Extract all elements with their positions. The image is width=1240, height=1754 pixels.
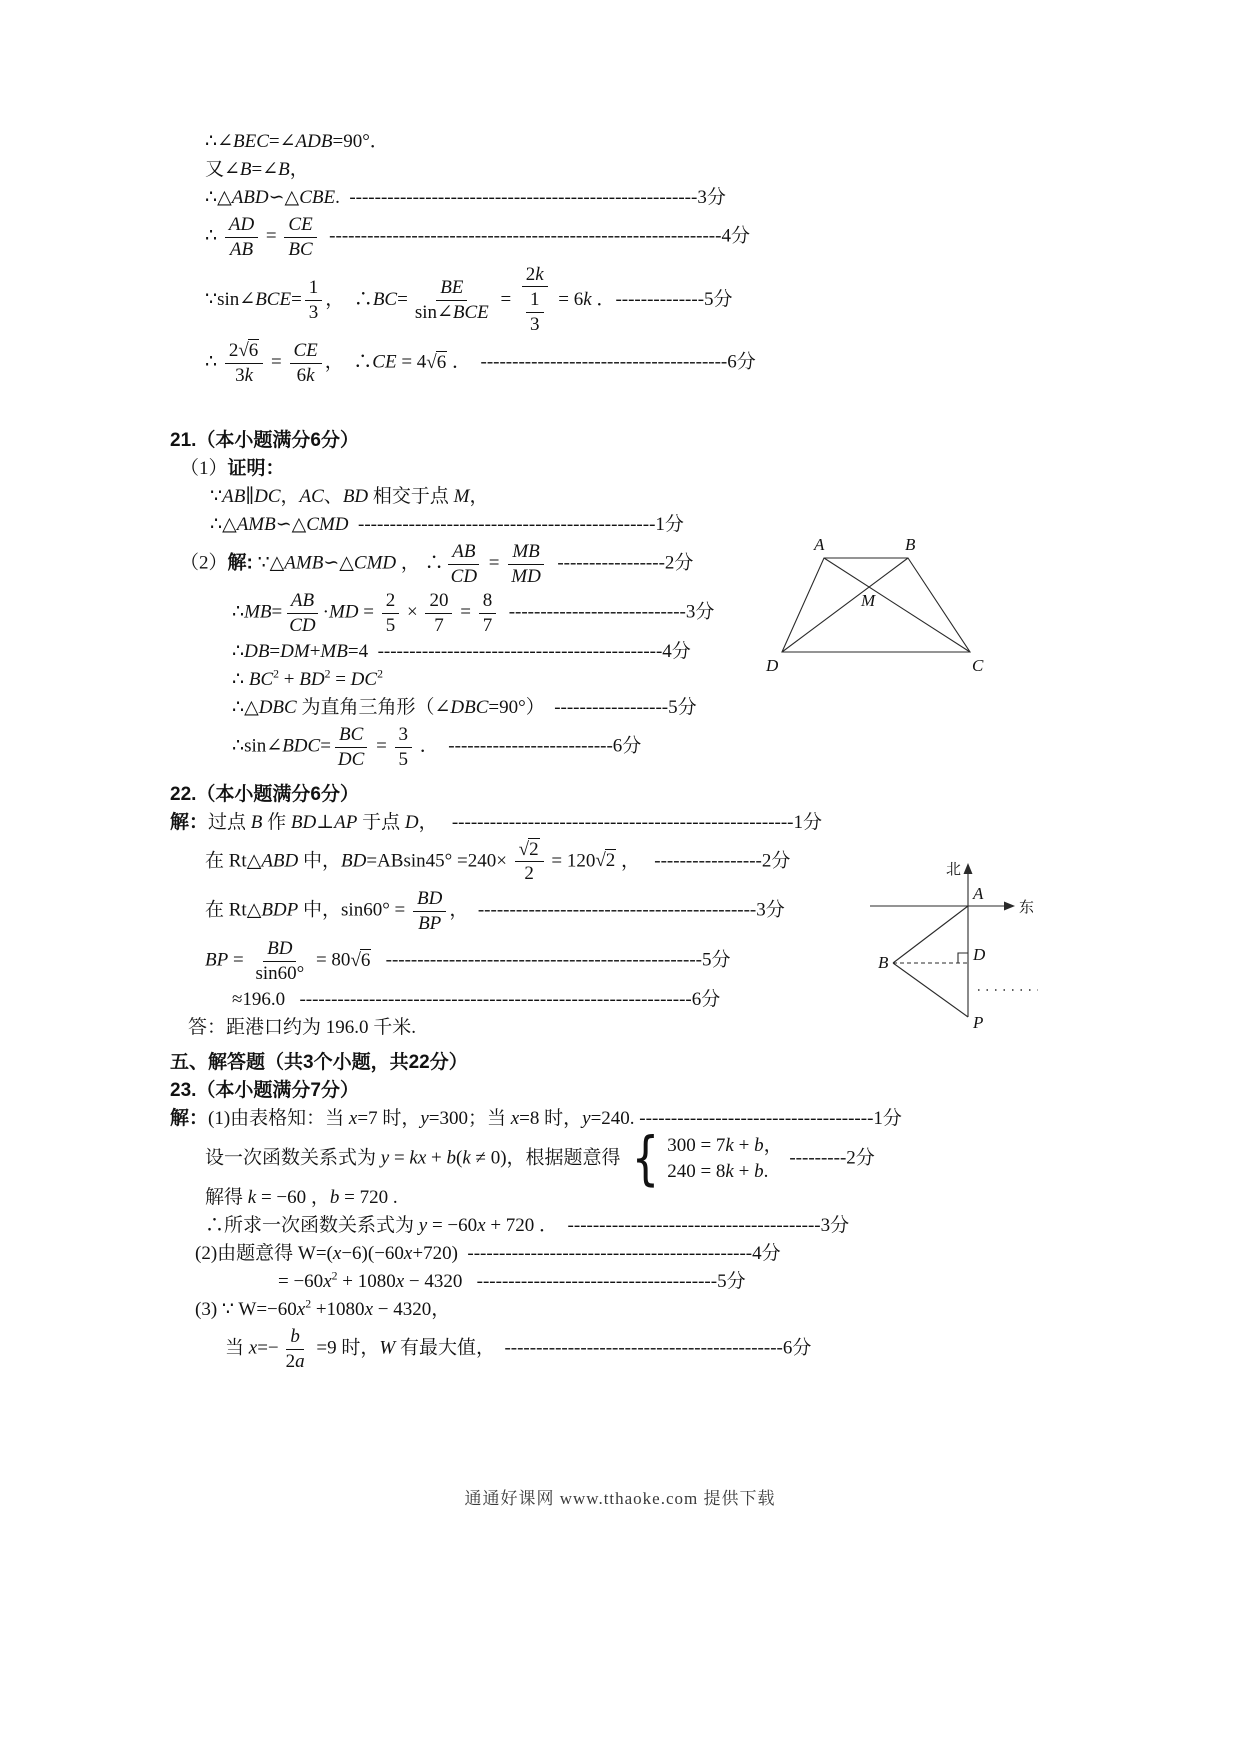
fraction bbox=[413, 888, 446, 935]
document-content bbox=[0, 128, 1240, 1375]
text-line: 解：过点 B 作 BD⊥AP 于点 D， ------------------------------------------------------1分 bbox=[170, 811, 823, 833]
math-variable: DC bbox=[350, 669, 378, 691]
math-variable: b bbox=[329, 1187, 340, 1208]
north-arrowhead bbox=[964, 863, 973, 874]
text-line: ∴ $\frac{AD}{AB}$ = $\frac{CE}{BC}$ --------------------------------------------------------------4分 bbox=[205, 213, 750, 260]
numerator bbox=[290, 340, 322, 364]
fraction bbox=[425, 590, 452, 637]
trapezoid-diagram bbox=[762, 522, 992, 678]
problem-21 bbox=[0, 428, 1240, 772]
superscript: 2 bbox=[305, 1297, 312, 1311]
fraction bbox=[411, 277, 493, 324]
radical-sign: √ bbox=[518, 838, 530, 860]
math-variable: ABD bbox=[231, 186, 269, 208]
text-line: 解：(1)由表格知：当 x=7 时，y=300；当 x=8 时，y=240. -------------------------------------1分 bbox=[170, 1107, 902, 1129]
math-variable: b bbox=[446, 1147, 457, 1169]
radicand: 6 bbox=[436, 351, 447, 373]
text-line: 又∠B=∠B， bbox=[205, 158, 309, 180]
navigation-diagram bbox=[856, 850, 1046, 1040]
math-variable: DBC bbox=[450, 697, 489, 718]
equation-row: 300 = 7k + b， bbox=[667, 1134, 783, 1156]
math-variable: x bbox=[296, 1298, 306, 1320]
math-variable: k bbox=[244, 364, 254, 386]
math-variable: M bbox=[453, 485, 470, 507]
math-variable: b bbox=[290, 1325, 300, 1347]
label-b: B bbox=[905, 535, 916, 554]
label-a: A bbox=[973, 884, 984, 903]
math-variable: MD bbox=[328, 602, 359, 624]
math-variable: k bbox=[725, 1134, 734, 1156]
math-variable: y bbox=[380, 1147, 390, 1169]
fraction bbox=[285, 590, 319, 637]
denominator bbox=[519, 287, 551, 337]
math-variable: ADB bbox=[295, 131, 333, 152]
radicand: 6 bbox=[360, 949, 371, 971]
footer-credit: 通通好课网 www.tthaoke.com 提供下载 bbox=[464, 1489, 776, 1508]
numerator: 1 bbox=[526, 289, 544, 313]
fraction bbox=[225, 340, 263, 387]
fraction bbox=[526, 289, 544, 336]
denominator: 3k bbox=[235, 364, 254, 386]
math-variable: BDP bbox=[261, 899, 299, 921]
text-line: ∴所求一次函数关系式为 y = −60x + 720 ． ----------------------------------------3分 bbox=[205, 1214, 850, 1236]
math-variable: kx bbox=[409, 1147, 427, 1169]
math-variable: BP bbox=[205, 949, 229, 971]
numerator bbox=[448, 541, 479, 565]
math-variable: y bbox=[420, 1107, 429, 1129]
math-variable: B bbox=[239, 158, 252, 180]
math-variable: AMB bbox=[236, 513, 276, 535]
text-line: ∴ $BC^2 + BD^2 = DC^2$ bbox=[232, 667, 383, 691]
math-variable: b bbox=[754, 1134, 764, 1156]
math-variable: x bbox=[364, 1298, 373, 1320]
math-variable: CE bbox=[372, 351, 397, 373]
numerator: 1 bbox=[305, 277, 323, 301]
fraction bbox=[382, 590, 400, 637]
math-variable: BC bbox=[288, 238, 313, 260]
radical-sign: √ bbox=[426, 351, 437, 373]
fraction bbox=[225, 214, 258, 261]
radical-sign: √ bbox=[238, 340, 249, 362]
problem-20-solution-tail bbox=[0, 129, 1240, 388]
math-variable: DC bbox=[254, 485, 281, 507]
radical bbox=[595, 850, 616, 871]
fraction bbox=[334, 724, 368, 771]
numerator bbox=[287, 590, 318, 614]
math-variable: x bbox=[477, 1214, 486, 1236]
denominator: sin∠BCE bbox=[414, 301, 489, 323]
math-variable: AB bbox=[452, 540, 476, 562]
text-line: 在 Rt△ABD 中，BD=ABsin45° =240× $\frac{√2}{2}$ = 120√2 ， -----------------2分 bbox=[205, 838, 791, 885]
bold-text: 22.（本小题满分6分） bbox=[170, 783, 359, 805]
math-variable: CBE bbox=[299, 186, 336, 208]
text-line: （2）解: ∵△AMB∽△CMD ， ∴ $\frac{AB}{CD}$ = $\frac{MB}{MD}$ -----------------2分 bbox=[180, 540, 694, 587]
denominator: 7 bbox=[434, 615, 444, 637]
text-line: ∴MB= $\frac{AB}{CD}$ ·MD = $\frac{2}{5}$ × $\frac{20}{7}$ = $\frac{8}{7}$ ----------------------------3分 bbox=[232, 590, 715, 637]
numerator bbox=[263, 938, 296, 962]
label-east: 东 bbox=[1019, 900, 1035, 916]
math-variable: W bbox=[379, 1337, 396, 1359]
bold-text: 解： bbox=[170, 811, 209, 833]
text-line: ∵sin∠BCE= $\frac{1}{3}$ ， ∴BC= $\frac{BE}{\text{sin∠BCE}}$ = $\frac{2k}{\frac{1}{3}}$ = 6k ．--------------5分 bbox=[205, 263, 733, 336]
denominator: 7 bbox=[482, 615, 493, 637]
numerator: 2√6 bbox=[225, 340, 263, 364]
text-line: ∴sin∠BDC= $\frac{BC}{DC}$ = $\frac{3}{5}$ ． --------------------------6分 bbox=[232, 723, 642, 770]
numerator bbox=[436, 277, 467, 301]
fraction bbox=[479, 590, 497, 637]
fraction bbox=[447, 541, 481, 588]
label-b: B bbox=[878, 953, 889, 972]
text-line: ∴DB=DM+MB=4 ---------------------------------------------4分 bbox=[232, 641, 691, 663]
label-c: C bbox=[972, 656, 984, 675]
math-variable: BC bbox=[372, 288, 398, 310]
math-variable: MB bbox=[244, 602, 272, 624]
math-variable: x bbox=[395, 1270, 405, 1292]
bold-text: 五、解答题（共3个小题，共22分） bbox=[170, 1051, 468, 1073]
numerator bbox=[286, 1326, 304, 1350]
text-line: (3) ∵ $W=-60x^2 +1080x - 4320$， bbox=[195, 1297, 451, 1320]
math-variable: MB bbox=[320, 641, 348, 663]
denominator: 5 bbox=[385, 615, 396, 637]
text-line: 当 x=− $\frac{b}{2a}$ =9 时，W 有最大值， --------------------------------------------6分 bbox=[225, 1325, 812, 1372]
math-variable: k bbox=[462, 1147, 471, 1169]
math-variable: BP bbox=[418, 913, 442, 935]
denominator bbox=[285, 614, 319, 637]
superscript: 2 bbox=[273, 667, 280, 681]
math-variable: BDC bbox=[282, 735, 321, 757]
fraction bbox=[251, 938, 308, 985]
math-variable: b bbox=[754, 1161, 764, 1183]
fraction bbox=[515, 839, 544, 886]
problem-22 bbox=[0, 782, 1240, 1042]
bold-text: 解： bbox=[170, 1107, 209, 1129]
math-variable: BE bbox=[440, 277, 464, 299]
radical bbox=[426, 352, 447, 373]
label-d: D bbox=[766, 656, 779, 675]
superscript: 2 bbox=[324, 667, 331, 681]
numerator: 2k bbox=[522, 264, 548, 288]
denominator bbox=[447, 565, 481, 588]
fraction bbox=[290, 340, 322, 387]
math-variable: AMB bbox=[284, 552, 324, 574]
brace: { bbox=[631, 1124, 660, 1193]
math-variable: y bbox=[418, 1214, 428, 1236]
fraction bbox=[305, 277, 323, 324]
numerator: 8 bbox=[479, 590, 497, 614]
math-variable: AB bbox=[290, 590, 315, 612]
label-north: 北 bbox=[946, 862, 962, 878]
equations bbox=[667, 1134, 782, 1185]
numerator: 2 bbox=[382, 590, 400, 614]
text-line: = $-60x^2 + 1080x - 4320$ --------------------------------------5分 bbox=[278, 1269, 746, 1292]
math-variable: AB bbox=[229, 238, 254, 260]
text-line: ≈196.0 --------------------------------------------------------------6分 bbox=[232, 988, 721, 1010]
denominator: 5 bbox=[398, 748, 409, 770]
math-variable: DB bbox=[244, 641, 270, 663]
numerator bbox=[413, 888, 446, 912]
math-variable: CE bbox=[293, 340, 318, 362]
math-variable: BD bbox=[267, 937, 293, 959]
label-m: M bbox=[861, 591, 876, 610]
math-variable: BD bbox=[342, 485, 369, 507]
text-line: ∴△DBC 为直角三角形（∠DBC=90°） ------------------5分 bbox=[232, 697, 697, 718]
denominator: 3 bbox=[308, 301, 319, 323]
text-line: ∴ $\frac{2√6}{3k}$ = $\frac{CE}{6k}$ ， ∴CE = 4√6 ． ---------------------------------------6分 bbox=[205, 340, 756, 386]
text-line bbox=[170, 1050, 1240, 1077]
bold-text: 21.（本小题满分6分） bbox=[170, 429, 359, 451]
math-variable: MB bbox=[512, 540, 540, 562]
text-line: （1）证明： bbox=[180, 457, 285, 479]
radical bbox=[350, 950, 371, 971]
fraction bbox=[519, 264, 551, 338]
math-variable: k bbox=[247, 1187, 257, 1208]
text-line: 答：距港口约为 196.0 千米. bbox=[188, 1016, 417, 1038]
superscript: 2 bbox=[331, 1269, 338, 1283]
problem-23 bbox=[0, 1050, 1240, 1374]
text-line: 设一次函数关系式为 y = kx + b(k ≠ 0)，根据题意得 { 300 = 7k + b， 240 = 8k + b. ---------2分 bbox=[205, 1124, 875, 1193]
math-variable: BEC bbox=[233, 131, 269, 152]
denominator: 6k bbox=[296, 364, 315, 386]
math-variable: CD bbox=[289, 615, 316, 637]
math-variable: ABD bbox=[261, 850, 299, 872]
text-line: 在 Rt△BDP 中，sin60° = $\frac{BD}{BP}$ ， --------------------------------------------3分 bbox=[205, 888, 785, 935]
math-variable: x bbox=[348, 1107, 358, 1129]
bold-text: 23.（本小题满分7分） bbox=[170, 1079, 359, 1101]
bold-text: 解: bbox=[227, 552, 253, 574]
math-variable: BD bbox=[417, 888, 443, 910]
denominator: 2a bbox=[285, 1350, 305, 1372]
math-variable: D bbox=[404, 811, 419, 833]
text-line: ∴∠BEC=∠ADB=90°． bbox=[205, 131, 389, 152]
radical-sign: √ bbox=[350, 949, 361, 971]
fraction bbox=[395, 724, 413, 771]
math-variable: DM bbox=[280, 641, 310, 663]
math-variable: k bbox=[583, 288, 592, 310]
superscript: 2 bbox=[377, 667, 383, 681]
numerator bbox=[225, 214, 258, 238]
text-line: ∵AB∥DC，AC、BD 相交于点 M， bbox=[210, 485, 489, 507]
denominator bbox=[226, 238, 257, 261]
denominator bbox=[284, 238, 316, 261]
text-line: 解得 k = −60 ，b = 720 . bbox=[205, 1187, 398, 1208]
math-variable: DC bbox=[337, 748, 365, 770]
denominator bbox=[334, 748, 368, 771]
radical bbox=[238, 340, 259, 361]
line-bp bbox=[893, 963, 968, 1017]
math-variable: BD bbox=[341, 850, 367, 872]
radical bbox=[519, 839, 540, 860]
equation-row: 240 = 8k + b. bbox=[667, 1161, 769, 1183]
math-variable: a bbox=[295, 1350, 305, 1372]
text-line bbox=[170, 1078, 1240, 1105]
math-variable: MD bbox=[511, 565, 541, 587]
text-line: (2)由题意得 W=(x−6)(−60x+720) ---------------------------------------------4分 bbox=[195, 1242, 781, 1264]
math-variable: BC bbox=[338, 723, 364, 745]
equation-system bbox=[627, 1124, 783, 1193]
radicand: 6 bbox=[248, 340, 259, 362]
math-variable: x bbox=[510, 1107, 520, 1129]
math-variable: B bbox=[250, 811, 263, 833]
math-variable: k bbox=[725, 1161, 734, 1183]
math-variable: CMD bbox=[306, 513, 349, 535]
math-variable: BCE bbox=[452, 301, 489, 323]
fraction bbox=[284, 214, 316, 261]
math-variable: BD bbox=[299, 669, 325, 691]
numerator bbox=[508, 541, 543, 565]
text-line bbox=[170, 428, 1240, 455]
text-line bbox=[170, 782, 1240, 809]
label-a: A bbox=[814, 535, 825, 554]
text-line: BP = $\frac{BD}{\sin 60^\circ}$ = 80√6 --------------------------------------------------5分 bbox=[205, 937, 731, 984]
math-variable: CMD bbox=[353, 552, 397, 574]
numerator bbox=[515, 839, 544, 863]
math-variable: x bbox=[248, 1337, 258, 1359]
radicand: 2 bbox=[529, 838, 539, 860]
radical-sign: √ bbox=[595, 850, 606, 872]
denominator: sin60° bbox=[255, 962, 305, 984]
radicand: 2 bbox=[605, 850, 616, 872]
numerator bbox=[284, 214, 316, 238]
math-variable: B bbox=[278, 158, 290, 180]
text-line: ∴△ABD∽△CBE. -------------------------------------------------------3分 bbox=[205, 186, 726, 208]
math-variable: x bbox=[323, 1270, 332, 1292]
fraction bbox=[507, 541, 545, 588]
denominator: 3 bbox=[530, 314, 540, 336]
math-variable: BD bbox=[290, 811, 317, 833]
numerator: 3 bbox=[395, 724, 413, 748]
math-variable: AC bbox=[299, 485, 324, 507]
right-angle-mark bbox=[958, 953, 968, 963]
math-variable: AP bbox=[334, 811, 358, 833]
trapezoid-outline bbox=[782, 558, 970, 652]
math-variable: CD bbox=[450, 565, 478, 587]
math-variable: CE bbox=[288, 213, 313, 235]
fraction bbox=[282, 1326, 309, 1373]
math-variable: x bbox=[403, 1242, 413, 1264]
label-d: D bbox=[973, 945, 986, 964]
math-variable: BCE bbox=[255, 288, 292, 310]
label-p: P bbox=[973, 1013, 984, 1032]
math-variable: y bbox=[582, 1107, 591, 1129]
numerator bbox=[335, 724, 367, 748]
bold-text: 证明： bbox=[227, 457, 285, 479]
text-line: ∴△AMB∽△CMD -----------------------------------------------1分 bbox=[210, 513, 684, 535]
denominator bbox=[414, 912, 445, 935]
math-variable: BC bbox=[248, 669, 274, 691]
line-ba bbox=[893, 906, 968, 963]
denominator bbox=[507, 565, 545, 588]
denominator: 2 bbox=[524, 863, 534, 885]
math-variable: AD bbox=[228, 213, 255, 235]
math-variable: k bbox=[535, 263, 544, 285]
math-variable: k bbox=[306, 364, 315, 386]
numerator: 20 bbox=[425, 590, 452, 614]
math-variable: AB bbox=[222, 485, 246, 507]
math-variable: x bbox=[332, 1242, 342, 1264]
east-arrowhead bbox=[1004, 902, 1015, 911]
math-variable: DBC bbox=[258, 697, 297, 718]
